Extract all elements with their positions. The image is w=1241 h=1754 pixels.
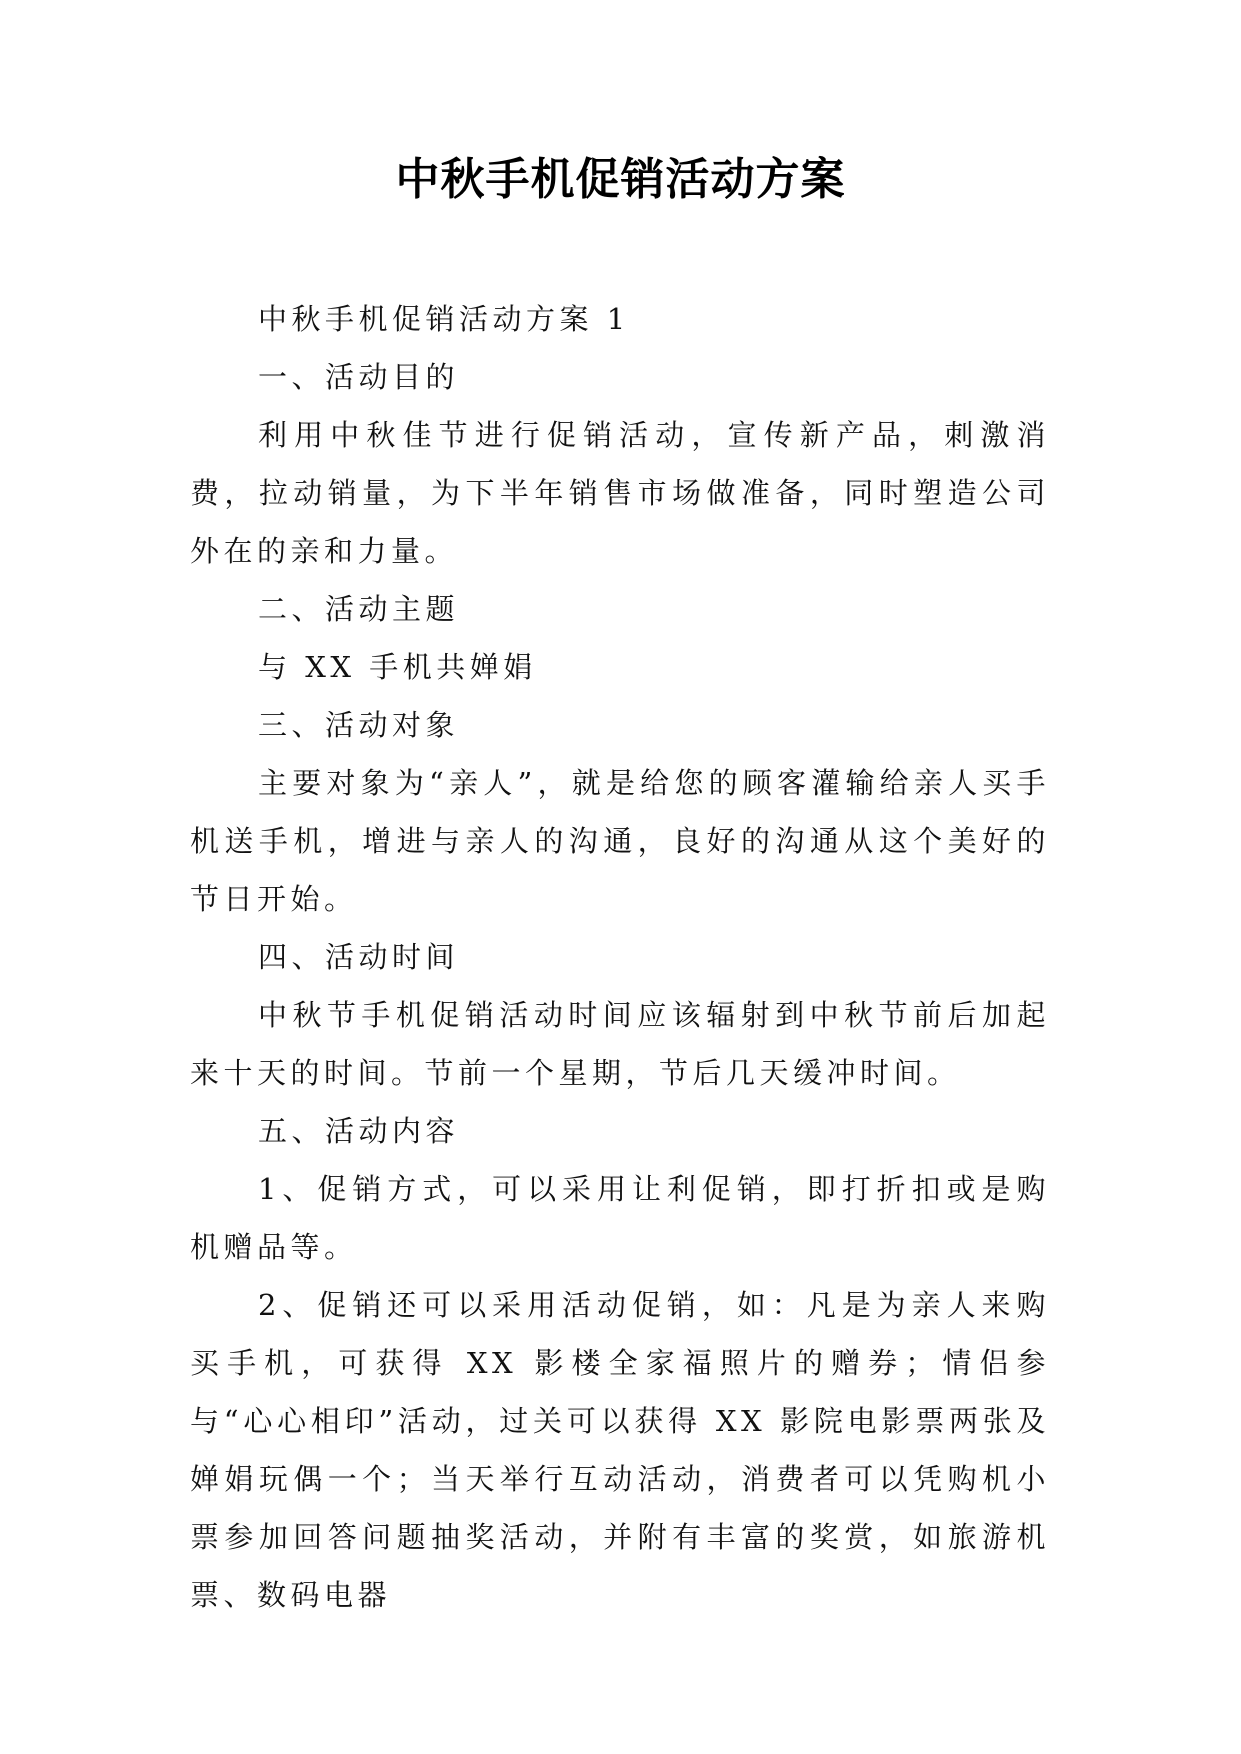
document-title: 中秋手机促销活动方案 <box>395 154 846 205</box>
section-heading: 二、活动主题 <box>258 592 460 626</box>
paragraph: 2、促销还可以采用活动促销，如：凡是为亲人来购买手机，可获得 XX 影楼全家福照片的赠券；情侣参与“心心相印”活动，过关可以获得 XX 影院电影票两张及婵娟玩偶一个；当天举行互动活动，消费者可以凭购机小票参加回答问题抽奖活动，并附有丰富的奖赏，如旅游机票、数码电器 <box>190 1288 1050 1612</box>
paragraph: 利用中秋佳节进行促销活动，宣传新产品，刺激消费，拉动销量，为下半年销售市场做准备，同时塑造公司外在的亲和力量。 <box>190 418 1050 568</box>
paragraph: 中秋节手机促销活动时间应该辐射到中秋节前后加起来十天的时间。节前一个星期，节后几天缓冲时间。 <box>190 998 1050 1090</box>
paragraph: 主要对象为“亲人”，就是给您的顾客灌输给亲人买手机送手机，增进与亲人的沟通，良好的沟通从这个美好的节日开始。 <box>190 766 1050 916</box>
section-heading: 中秋手机促销活动方案 1 <box>258 302 630 336</box>
document-body <box>190 290 1050 1624</box>
paragraph: 1、促销方式，可以采用让利促销，即打折扣或是购机赠品等。 <box>190 1172 1050 1264</box>
paragraph: 与 XX 手机共婵娟 <box>258 650 537 684</box>
section-heading: 五、活动内容 <box>258 1114 460 1148</box>
section-heading: 三、活动对象 <box>258 708 460 742</box>
section-heading: 四、活动时间 <box>258 940 460 974</box>
section-heading: 一、活动目的 <box>258 360 460 394</box>
